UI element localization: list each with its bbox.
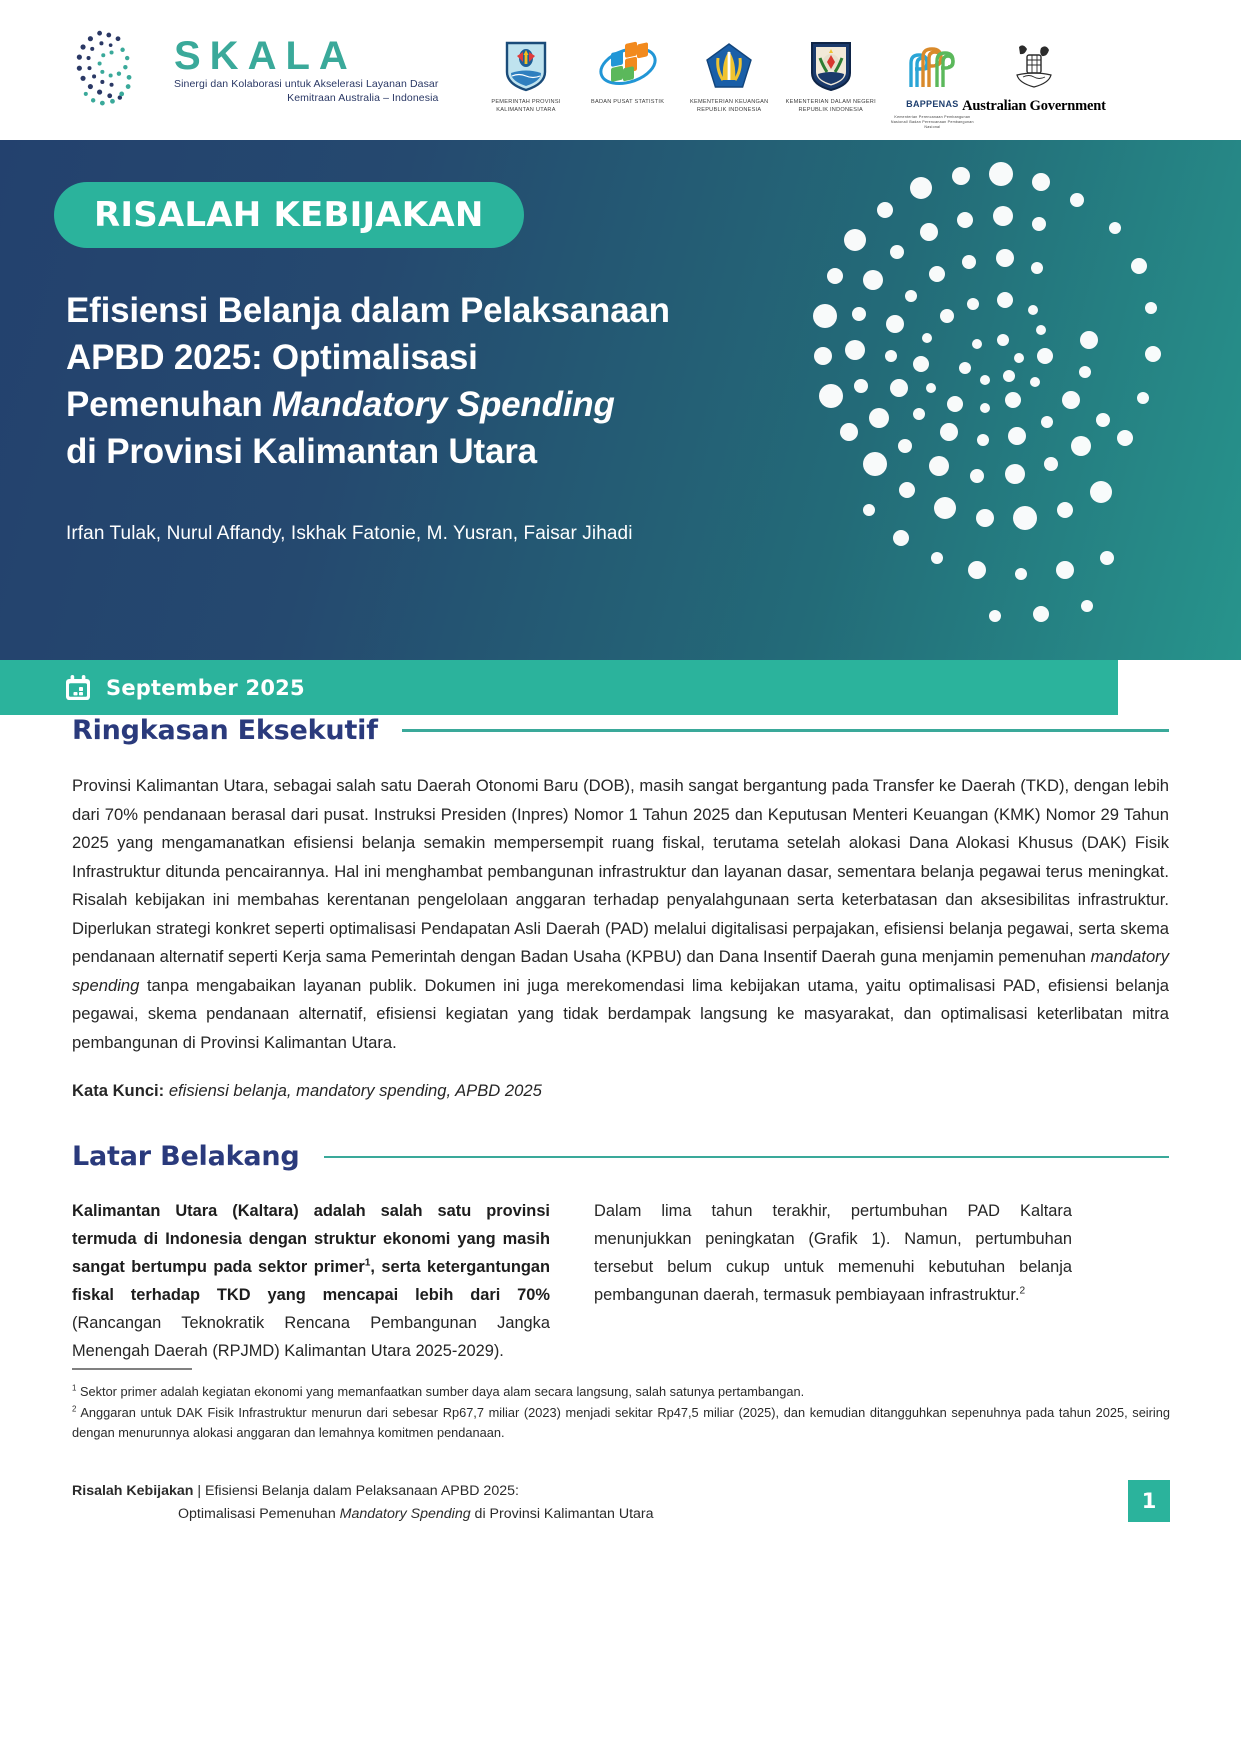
skala-tagline-2: Kemitraan Australia – Indonesia [287, 92, 439, 104]
skala-tagline-1: Sinergi dan Kolaborasi untuk Akselerasi Layanan Dasar [174, 77, 439, 90]
partner-caption: PEMERINTAH PROVINSI KALIMANTAN UTARA [491, 99, 561, 114]
section-rule [324, 1156, 1169, 1159]
footer-line-1 [72, 1480, 654, 1503]
kemendagri-crest-icon [809, 38, 853, 94]
section-header-executive-summary [72, 715, 1169, 746]
keywords-line [72, 1081, 1169, 1101]
section-title: Latar Belakang [72, 1141, 300, 1173]
bappenas-logo-icon [901, 38, 963, 94]
background-lead-bold: Kalimantan Utara (Kaltara) adalah salah satu provinsi termuda di Indonesia dengan struktur ekonomi yang masih sangat bertumpu pada sektor primer [72, 1202, 550, 1277]
footnote-2 [72, 1403, 1170, 1444]
section-rule [402, 729, 1169, 732]
footnotes-block [72, 1368, 1170, 1444]
partner-caption: BADAN PUSAT STATISTIK [590, 99, 665, 105]
partner-caption: Australian Government [962, 98, 1106, 114]
keywords-value: efisiensi belanja, mandatory spending, APBD 2025 [168, 1081, 542, 1101]
footnote-1-text: Sektor primer adalah kegiatan ekonomi yang memanfaatkan sumber daya alam secara langsung, salah satunya pertambangan. [76, 1384, 805, 1399]
footer-title-line-1: Efisiensi Belanja dalam Pelaksanaan APBD 2025: [205, 1483, 519, 1499]
kemenkeu-logo-icon [705, 38, 753, 94]
background-lead-bold-cont: , serta ketergantungan fiskal terhadap TKD yang mencapai lebih dari 70% [72, 1258, 550, 1304]
document-type-badge: RISALAH KEBIJAKAN [54, 182, 524, 248]
footnote-marker-1: 1 [72, 1383, 77, 1393]
skala-name: SKALA [174, 33, 357, 78]
footnote-ref-1[interactable]: 1 [364, 1257, 371, 1269]
australian-coat-of-arms-icon [1011, 38, 1057, 94]
hero-banner [0, 140, 1241, 660]
partner-australian-government [962, 38, 1106, 115]
keywords-label: Kata Kunci: [72, 1081, 165, 1101]
publication-date-bar [0, 660, 1118, 715]
exec-text-emphasis: mandatory spending [72, 947, 1169, 995]
section-header-background [72, 1141, 1169, 1172]
skala-dots-icon [72, 24, 164, 116]
partner-subcaption: Kementerian Perencanaan Pembangunan Nasional/ Badan Perencanaan Pembangunan Nasional [890, 115, 974, 130]
bps-logo-icon [597, 38, 659, 94]
page-number-badge: 1 [1128, 1480, 1170, 1522]
exec-text-part-2: tanpa mengabaikan layanan publik. Dokumen ini juga merekomendasi lima kebijakan utama, yaitu optimalisasi PAD, efisiensi belanja pegawai, skema pendanaan alternatif, efisiensi kegiatan yang tidak berdampak langsung ke masyarakat, dan optimalisasi keterlibatan mitra pembangunan di Provinsi Kalimantan Utara. [72, 975, 1169, 1052]
decorative-dot-swirl [755, 158, 1175, 628]
footer-title-line-2-suffix: di Provinsi Kalimantan Utara [470, 1506, 654, 1522]
calendar-icon [64, 674, 92, 702]
footnote-1 [72, 1382, 1170, 1403]
title-line-2: APBD 2025: Optimalisasi [66, 337, 478, 377]
background-column-left [72, 1198, 550, 1365]
footnote-2-text: Anggaran untuk DAK Fisik Infrastruktur menurun dari sebesar Rp67,7 miliar (2023) menjadi sekitar Rp47,5 miliar (2025), dan kemudian ditangguhkan sepenuhnya pada tahun 2025, seiring dengan menurunnya alokasi anggaran dan lemahnya komitmen pendanaan. [72, 1404, 1170, 1441]
footer-title-emphasis: Mandatory Spending [339, 1506, 471, 1522]
background-columns [72, 1198, 1169, 1365]
footer-doc-type: Risalah Kebijakan [72, 1483, 194, 1499]
skala-wordmark [174, 35, 438, 105]
partner-caption: KEMENTERIAN DALAM NEGERI REPUBLIK INDONESIA [785, 99, 876, 114]
partner-caption: KEMENTERIAN KEUANGAN REPUBLIK INDONESIA [690, 99, 769, 114]
partner-kemenkeu [683, 38, 775, 114]
pemprov-kaltara-crest-icon [504, 38, 548, 94]
partner-logos [480, 38, 1106, 130]
exec-text-part-1: Provinsi Kalimantan Utara, sebagai salah satu Daerah Otonomi Baru (DOB), masih sangat bergantung pada Transfer ke Daerah (TKD), dengan lebih dari 70% pendanaan berasal dari pusat. Instruksi Presiden (Inpres) Nomor 1 Tahun 2025 dan Keputusan Menteri Keuangan (KMK) Nomor 29 Tahun 2025 yang mengamanatkan efisiensi belanja semakin mempersempit ruang fiskal, terutama setelah alokasi Dana Alokasi Khusus (DAK) Fisik Infrastruktur ditunda pencairannya. Hal ini menghambat pembangunan infrastruktur dan layanan dasar, sementara belanja pegawai terus meningkat. Risalah kebijakan ini membahas kerentanan pengelolaan anggaran terhadap penyalahgunaan serta keterbatasan dan aksesibilitas infrastruktur. Diperlukan strategi konkret seperti optimalisasi Pendapatan Asli Daerah (PAD) melalui digitalisasi perpajakan, efisiensi belanja pegawai, serta skema pendanaan alternatif seperti Kerja sama Pemerintah dengan Badan Usaha (KPBU) dan Dana Insentif Daerah guna menjamin pemenuhan [72, 776, 1169, 967]
page-title [66, 288, 766, 476]
partner-bps [582, 38, 674, 106]
page-footer [72, 1480, 1170, 1526]
title-line-3-prefix: Pemenuhan [66, 384, 273, 424]
publication-date: September 2025 [106, 675, 305, 700]
footer-line-2 [178, 1503, 654, 1526]
footer-separator: | [197, 1483, 202, 1499]
partner-pemprov-kaltara [480, 38, 572, 114]
title-line-1: Efisiensi Belanja dalam Pelaksanaan [66, 291, 670, 330]
author-list: Irfan Tulak, Nurul Affandy, Iskhak Fatonie, M. Yusran, Faisar Jihadi [66, 523, 633, 544]
footnote-ref-2[interactable]: 2 [1019, 1285, 1026, 1297]
section-title: Ringkasan Eksekutif [72, 715, 378, 746]
partner-caption: BAPPENAS [906, 99, 959, 109]
partner-kemendagri [785, 38, 877, 114]
executive-summary-paragraph [72, 772, 1169, 1057]
document-content [0, 715, 1241, 1366]
title-line-3-emphasis: Mandatory Spending [272, 384, 615, 424]
background-lead-rest: (Rancangan Teknokratik Rencana Pembangunan Jangka Menengah Daerah (RPJMD) Kalimantan Utara 2025-2029). [72, 1313, 550, 1360]
header-logo-bar [0, 0, 1241, 140]
footnote-marker-2: 2 [72, 1404, 77, 1414]
title-line-4: di Provinsi Kalimantan Utara [66, 431, 537, 471]
background-column-right [594, 1198, 1072, 1365]
footer-title-line-2-prefix: Optimalisasi Pemenuhan [178, 1506, 340, 1522]
background-right-text: Dalam lima tahun terakhir, pertumbuhan PAD Kaltara menunjukkan peningkatan (Grafik 1). Namun, pertumbuhan tersebut belum cukup untuk memenuhi kebutuhan belanja pembangunan daerah, termasuk pembiayaan infrastruktur. [594, 1202, 1072, 1304]
footer-citation [72, 1480, 654, 1526]
skala-logo [72, 24, 438, 116]
partner-bappenas [886, 38, 978, 130]
footnote-divider [72, 1368, 192, 1370]
